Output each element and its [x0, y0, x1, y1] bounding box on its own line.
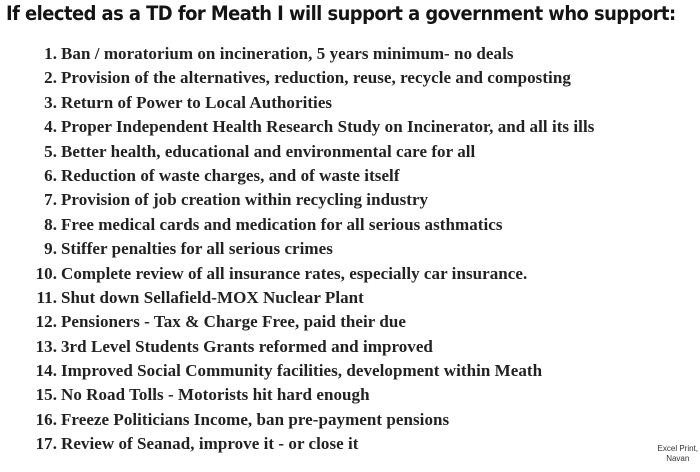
- item-number: 6.: [44, 165, 57, 185]
- imprint-line-printer: Excel Print,: [657, 444, 698, 453]
- item-text: Free medical cards and medication for all serious asthmatics: [61, 214, 503, 234]
- item-text: Improved Social Community facilities, development within Meath: [61, 361, 543, 381]
- item-text: Review of Seanad, improve it - or close it: [61, 434, 359, 454]
- item-text: Return of Power to Local Authorities: [61, 92, 333, 112]
- item-text: Provision of the alternatives, reduction, reuse, recycle and composting: [61, 68, 571, 88]
- item-text: Better health, educational and environmental care for all: [61, 141, 476, 161]
- item-number: 17.: [35, 434, 57, 454]
- item-text: Reduction of waste charges, and of waste itself: [61, 165, 400, 185]
- page-heading: If elected as a TD for Meath I will support a government who support:: [6, 2, 676, 25]
- item-number: 10.: [35, 263, 57, 283]
- item-number: 4.: [44, 117, 57, 137]
- item-number: 5.: [44, 141, 57, 161]
- item-text: Proper Independent Health Research Study on Incinerator, and all its ills: [61, 117, 595, 137]
- imprint-line-town: Navan: [666, 454, 690, 463]
- item-number: 8.: [44, 214, 57, 234]
- item-number: 3.: [44, 92, 57, 112]
- item-text: No Road Tolls - Motorists hit hard enough: [61, 385, 370, 405]
- item-number: 14.: [35, 361, 57, 381]
- item-number: 15.: [35, 385, 57, 405]
- item-text: Provision of job creation within recycling industry: [61, 190, 429, 210]
- item-number: 13.: [35, 336, 57, 356]
- item-text: Pensioners - Tax & Charge Free, paid their due: [61, 312, 406, 332]
- item-text: Ban / moratorium on incineration, 5 years minimum- no deals: [61, 44, 514, 63]
- printer-imprint: [658, 444, 698, 464]
- item-number: 11.: [36, 287, 57, 307]
- item-text: 3rd Level Students Grants reformed and improved: [61, 336, 433, 356]
- item-number: 16.: [35, 409, 57, 429]
- item-text: Shut down Sellafield-MOX Nuclear Plant: [61, 287, 364, 307]
- item-number: 1.: [44, 44, 57, 63]
- item-text: Stiffer penalties for all serious crimes: [61, 239, 333, 259]
- item-number: 7.: [44, 190, 57, 210]
- item-number: 2.: [44, 68, 57, 88]
- item-text: Complete review of all insurance rates, especially car insurance.: [61, 263, 528, 283]
- item-text: Freeze Politicians Income, ban pre-payment pensions: [61, 409, 450, 429]
- item-number: 12.: [35, 312, 57, 332]
- item-number: 9.: [44, 239, 57, 259]
